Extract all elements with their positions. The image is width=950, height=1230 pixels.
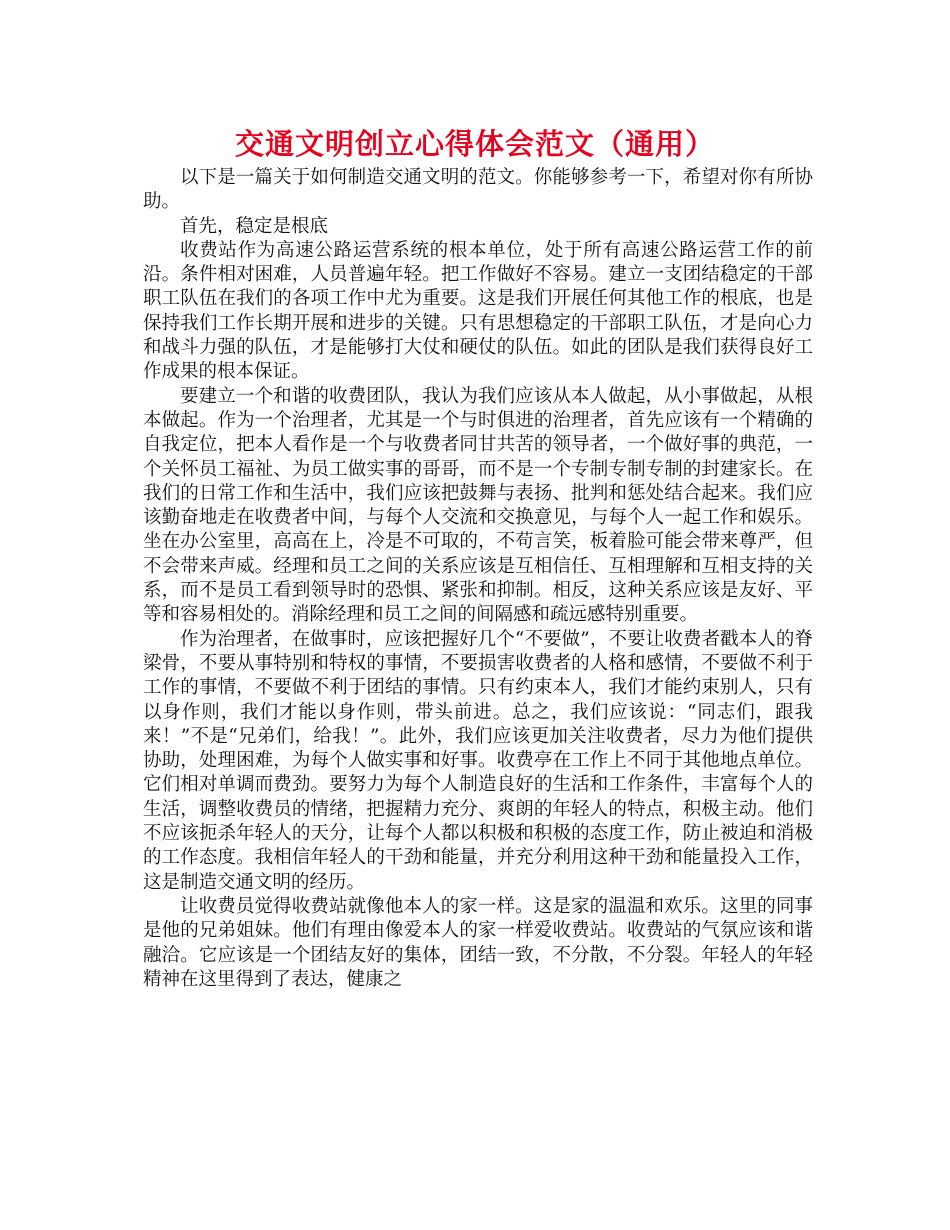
paragraph-intro: 以下是一篇关于如何制造交通文明的范文。你能够参考一下，希望对你有所协助。 <box>143 167 813 213</box>
paragraph-home-feeling: 让收费员觉得收费站就像他本人的家一样。这是家的温温和欢乐。这里的同事是他的兄弟姐妹。他们有理由像爱本人的家一样爱收费站。收费站的气氛应该和谐融洽。它应该是一个团结友好的集体，团结一致，不分散，不分裂。年轻人的年轻精神在这里得到了表达，健康之 <box>143 895 813 990</box>
document-title: 交通文明创立心得体会范文（通用） <box>234 127 715 161</box>
document-body <box>143 166 813 992</box>
paragraph-manager-conduct: 作为治理者，在做事时，应该把握好几个“不要做”，不要让收费者戳本人的脊梁骨，不要从事特别和特权的事情，不要损害收费者的人格和感情，不要做不利于工作的事情，不要做不利于团结的事情。只有约束本人，我们才能约束别人，只有以身作则，我们才能以身作则，带头前进。总之，我们应该说：“同志们，跟我来！”不是“兄弟们，给我！”。此外，我们应该更加关注收费者，尽力为他们提供协助，处理困难，为每个人做实事和好事。收费亭在工作上不同于其他地点单位。它们相对单调而费劲。要努力为每个人制造良好的生活和工作条件，丰富每个人的生活，调整收费员的情绪，把握精力充分、爽朗的年轻人的特点，积极主动。他们不应该扼杀年轻人的天分，让每个人都以积极和积极的态度工作，防止被迫和消极的工作态度。我相信年轻人的干劲和能量，并充分利用这种干劲和能量投入工作，这是制造交通文明的经历。 <box>143 628 813 893</box>
paragraph-harmonious-team: 要建立一个和谐的收费团队，我认为我们应该从本人做起，从小事做起，从根本做起。作为一个治理者，尤其是一个与时俱进的治理者，首先应该有一个精确的自我定位，把本人看作是一个与收费者同甘共苦的领导者，一个做好事的典范，一个关怀员工福祉、为员工做实事的哥哥，而不是一个专制专制专制的封建家长。在我们的日常工作和生活中，我们应该把鼓舞与表扬、批判和惩处结合起来。我们应该勤奋地走在收费者中间，与每个人交流和交换意见，与每个人一起工作和娱乐。坐在办公室里，高高在上，冷是不可取的，不苟言笑，板着脸可能会带来尊严，但不会带来声威。经理和员工之间的关系应该是互相信任、互相理解和互相支持的关系，而不是员工看到领导时的恐惧、紧张和抑制。相反，这种关系应该是友好、平等和容易相处的。消除经理和员工之间的间隔感和疏远感特别重要。 <box>143 385 813 626</box>
paragraph-toll-station: 收费站作为高速公路运营系统的根本单位，处于所有高速公路运营工作的前沿。条件相对困难，人员普遍年轻。把工作做好不容易。建立一支团结稳定的干部职工队伍在我们的各项工作中尤为重要。这是我们开展任何其他工作的根底，也是保持我们工作长期开展和进步的关键。只有思想稳定的干部职工队伍，才是向心力和战斗力强的队伍，才是能够打大仗和硬仗的队伍。如此的团队是我们获得良好工作成果的根本保证。 <box>143 239 813 383</box>
paragraph-heading-stability: 首先，稳定是根底 <box>180 215 329 237</box>
